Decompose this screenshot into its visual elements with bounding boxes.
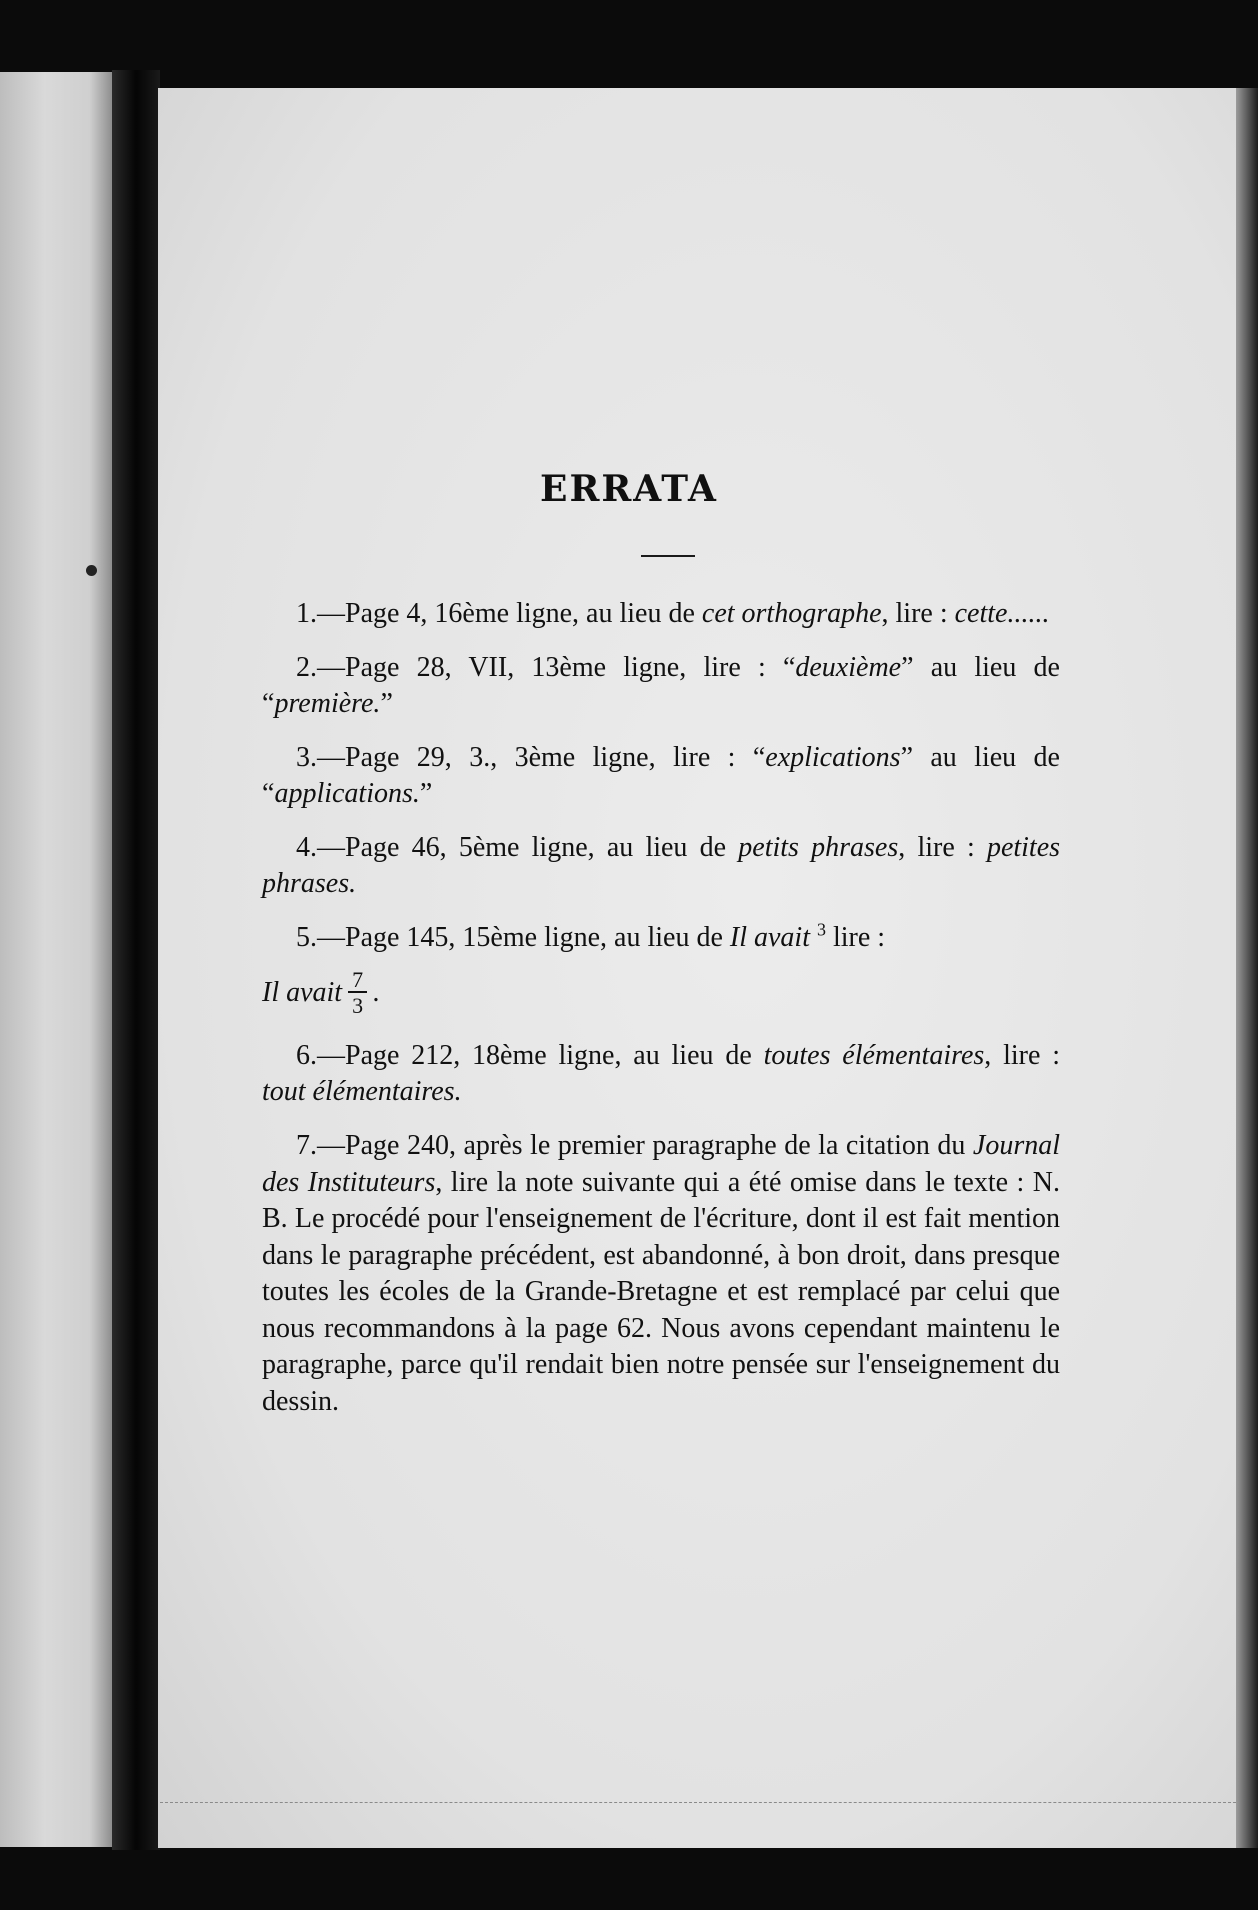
entry-italic: Journal des Instituteurs xyxy=(262,1130,1060,1198)
entry-number: 6. xyxy=(296,1040,317,1071)
entry-text: —Page 145, 15ème ligne, au lieu de xyxy=(317,922,730,953)
book-binding xyxy=(112,70,160,1850)
fraction-denominator: 3 xyxy=(352,993,364,1018)
entry-text: ” au lieu de “ xyxy=(262,742,1060,809)
entry-text: —Page 240, après le premier paragraphe de la citation du xyxy=(317,1130,973,1161)
entry-text: ” xyxy=(380,688,393,719)
entry-text: —Page 4, 16ème ligne, au lieu de xyxy=(317,598,702,629)
errata-entry-1 xyxy=(262,596,1060,632)
errata-list xyxy=(262,596,1060,1438)
entry-text: ” xyxy=(419,778,433,809)
entry-number: 3. xyxy=(296,742,317,773)
errata-entry-7 xyxy=(262,1128,1060,1420)
entry-italic: cet orthographe xyxy=(701,598,882,629)
errata-entry-2 xyxy=(262,650,1060,722)
errata-entry-6 xyxy=(262,1038,1060,1110)
entry-italic: toutes élémentaires xyxy=(763,1040,985,1071)
page-bottom-edge xyxy=(160,1802,1236,1804)
fraction xyxy=(348,969,367,1017)
previous-page-edge xyxy=(0,72,112,1847)
entry-italic: explications xyxy=(765,742,901,773)
entry-text: —Page 28, VII, 13ème ligne, lire : “ xyxy=(317,652,796,683)
entry-number: 7. xyxy=(296,1130,317,1161)
entry-text: —Page 212, 18ème ligne, au lieu de xyxy=(317,1040,764,1071)
entry-italic: première. xyxy=(274,688,381,719)
entry-italic: cette...... xyxy=(954,598,1050,629)
errata-entry-3 xyxy=(262,740,1060,812)
fraction-numerator: 7 xyxy=(348,969,367,993)
fraction-suffix: . xyxy=(373,977,381,1008)
errata-entry-4 xyxy=(262,830,1060,902)
entry-italic: deuxième xyxy=(795,652,902,683)
entry-text: , lire : xyxy=(881,598,955,629)
entry-number: 5. xyxy=(296,922,317,953)
entry-text: ” au lieu de “ xyxy=(262,652,1060,719)
title-rule xyxy=(641,555,695,557)
entry-italic: petites phrases. xyxy=(262,832,1061,899)
entry-number: 2. xyxy=(296,652,317,683)
entry-superscript: 3 xyxy=(816,919,826,940)
page-right-edge xyxy=(1236,88,1258,1848)
entry-text: , lire : xyxy=(984,1040,1061,1071)
errata-entry-5-correction xyxy=(262,962,1060,1024)
fraction-prefix: Il avait xyxy=(262,977,343,1008)
entry-italic: applications. xyxy=(274,778,420,809)
entry-text: , lire : xyxy=(898,832,987,863)
entry-number: 4. xyxy=(296,832,317,863)
entry-text: —Page 29, 3., 3ème ligne, lire : “ xyxy=(317,742,766,773)
entry-italic: petits phrases xyxy=(738,832,899,863)
page-title: ERRATA xyxy=(540,468,718,510)
errata-entry-5 xyxy=(262,920,1060,956)
entry-italic: Il avait xyxy=(729,922,810,953)
entry-number: 1. xyxy=(296,598,317,629)
entry-text: , lire la note suivante qui a été omise dans le texte : N. B. Le procédé pour l'enseignement de l'écriture, dont il est fait mention dans le paragraphe précédent, est abandonné, à bon droit, dans presque toutes les écoles de la Grande-Bretagne et est remplacé par celui que nous recommandons à la page 62. Nous avons cependant maintenu le paragraphe, parce qu'il rendait bien notre pensée sur l'enseignement du dessin. xyxy=(262,1166,1060,1417)
ink-spot xyxy=(86,565,97,576)
entry-italic: tout élémentaires. xyxy=(262,1076,462,1107)
entry-text: —Page 46, 5ème ligne, au lieu de xyxy=(317,832,739,863)
entry-text xyxy=(810,922,817,953)
entry-text: lire : xyxy=(825,922,886,953)
